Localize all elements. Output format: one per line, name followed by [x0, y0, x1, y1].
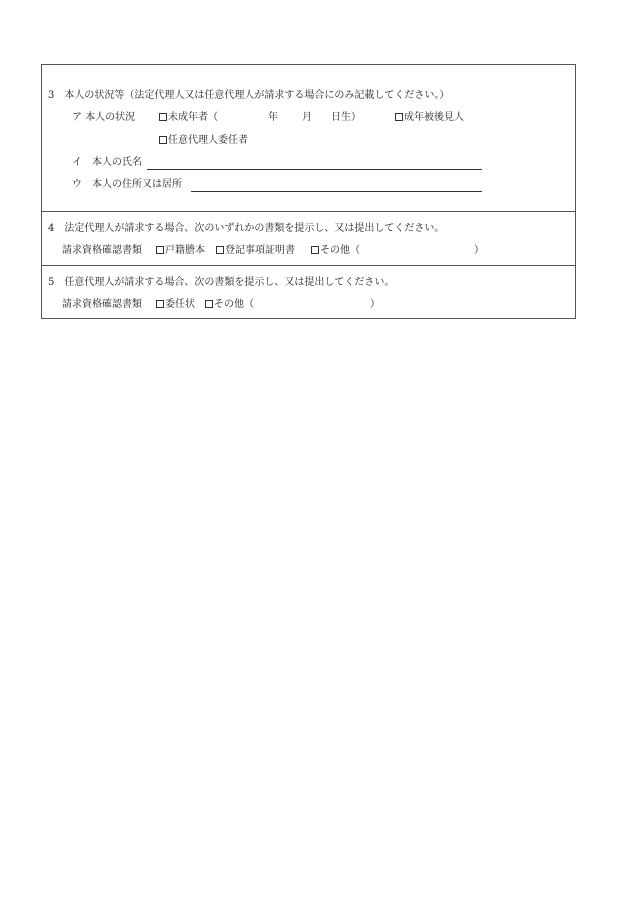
minor-option[interactable]	[159, 112, 218, 124]
principal-address-label: ウ 本人の住所又は居所	[72, 179, 182, 190]
disclosure-request-form	[41, 64, 576, 319]
other-document-checkbox-5[interactable]	[205, 300, 213, 308]
other-document-option-4[interactable]	[311, 245, 360, 257]
adult-ward-label: 成年被後見人	[404, 112, 464, 123]
section-3-heading: 3 本人の状況等（法定代理人又は任意代理人が請求する場合にのみ記載してください。）	[48, 90, 450, 101]
registry-certificate-label: 登記事項証明書	[225, 245, 295, 256]
other-document-close-4: ）	[474, 245, 484, 256]
section-4-doc-label: 請求資格確認書類	[62, 245, 142, 256]
birth-month-label: 月	[302, 112, 312, 123]
other-document-checkbox-4[interactable]	[311, 246, 319, 254]
other-document-label-4: その他（	[320, 245, 360, 256]
other-document-label-5: その他（	[214, 299, 254, 310]
principal-checkbox[interactable]	[159, 136, 167, 144]
principal-name-field[interactable]	[147, 169, 482, 170]
family-register-option[interactable]	[156, 245, 205, 257]
other-document-close-5: ）	[370, 299, 380, 310]
section-5-doc-label: 請求資格確認書類	[62, 299, 142, 310]
registry-certificate-option[interactable]	[216, 245, 295, 257]
power-of-attorney-checkbox[interactable]	[156, 300, 164, 308]
section-4-legal-representative	[42, 211, 575, 266]
section-5-heading: 5 任意代理人が請求する場合、次の書類を提示し、又は提出してください。	[48, 277, 395, 288]
birth-year-label: 年	[268, 112, 278, 123]
adult-ward-option[interactable]	[395, 112, 464, 124]
family-register-label: 戸籍謄本	[165, 245, 205, 256]
other-document-option-5[interactable]	[205, 299, 254, 311]
family-register-checkbox[interactable]	[156, 246, 164, 254]
power-of-attorney-option[interactable]	[156, 299, 195, 311]
birth-day-label: 日生）	[331, 112, 361, 123]
power-of-attorney-label: 委任状	[165, 299, 195, 310]
section-3-principal-status	[42, 65, 575, 211]
section-4-heading: 4 法定代理人が請求する場合、次のいずれかの書類を提示し、又は提出してください。	[48, 223, 445, 234]
registry-certificate-checkbox[interactable]	[216, 246, 224, 254]
principal-name-label: イ 本人の氏名	[72, 157, 142, 168]
section-5-voluntary-representative	[42, 265, 575, 320]
adult-ward-checkbox[interactable]	[395, 113, 403, 121]
minor-label: 未成年者（	[168, 112, 218, 123]
principal-option[interactable]	[159, 135, 248, 147]
minor-checkbox[interactable]	[159, 113, 167, 121]
principal-status-label: ア 本人の状況	[72, 112, 136, 123]
principal-address-field[interactable]	[191, 191, 482, 192]
principal-label: 任意代理人委任者	[168, 135, 248, 146]
